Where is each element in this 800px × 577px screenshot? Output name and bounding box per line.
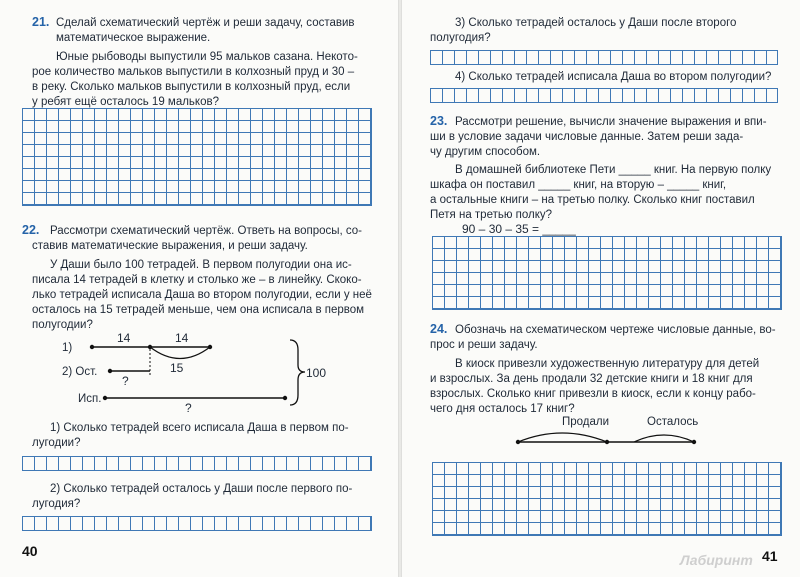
total-brace <box>290 340 305 405</box>
row2-start-dot <box>108 369 112 373</box>
question-4-answer-strip[interactable] <box>430 88 778 103</box>
task-22-schematic-diagram <box>0 0 398 430</box>
remaining-label: Осталось <box>647 416 699 428</box>
task-23-text-line-2: шкафа он поставил _____ книг, на вторую – _____ книг, <box>430 179 727 191</box>
task-24-text-line-3: взрослых. Сколько книг привезли в киоск, если к концу рабо- <box>430 388 756 400</box>
task-21-text-line-2: рое количество мальков выпустили в колхозный пруд и 30 – <box>32 66 355 78</box>
task-24-text-line-2: и взрослых. За день продали 32 детские книги и 18 книг для <box>430 373 753 385</box>
difference-arc <box>150 347 210 359</box>
row1-start-dot <box>90 345 94 349</box>
task-21-number: 21. <box>32 15 50 29</box>
difference-label: 15 <box>170 361 184 375</box>
question-3-line-1: 3) Сколько тетрадей осталось у Даши после второго <box>455 17 737 29</box>
task-24-instruction-line-1: Обозначь на схематическом чертеже числовые данные, во- <box>455 324 776 336</box>
task-22-text-line-5: полугодии? <box>32 319 93 331</box>
task-21-instruction-line-1: Сделай схематический чертёж и реши задачу, составив <box>56 17 355 29</box>
question-3-line-2: полугодия? <box>430 32 491 44</box>
task-21-instruction-line-2: математическое выражение. <box>56 32 211 44</box>
task-23-instruction-line-3: чу другим способом. <box>430 146 541 158</box>
remaining-arc <box>634 435 694 442</box>
task-24-number: 24. <box>430 322 448 336</box>
task-22-text-line-2: писала 14 тетрадей в клетку и столько же – в линейку. Скоко- <box>32 274 362 286</box>
task-24-text-line-4: чего дня осталось 17 книг? <box>430 403 575 415</box>
task-23-text-line-1: В домашней библиотеке Пети _____ книг. На первую полку <box>455 164 772 176</box>
question-1-answer-strip[interactable] <box>22 456 372 471</box>
task-22-text-line-1: У Даши было 100 тетрадей. В первом полугодии она ис- <box>50 259 352 271</box>
row3-label: Исп. <box>78 393 102 405</box>
watermark-logo: Лабиринт <box>680 552 753 568</box>
question-2-answer-strip[interactable] <box>22 516 372 531</box>
task-24-text-line-1: В киоск привезли художественную литературу для детей <box>455 358 760 370</box>
task-24-instruction-line-2: прос и реши задачу. <box>430 339 538 351</box>
right-page-number: 41 <box>762 548 778 564</box>
question-3-answer-strip[interactable] <box>430 50 778 65</box>
task-23-answer-grid[interactable] <box>432 236 782 310</box>
sold-label: Продали <box>562 416 610 428</box>
task-23-number: 23. <box>430 114 448 128</box>
row3-start-dot <box>103 396 107 400</box>
row3-end-dot <box>283 396 287 400</box>
question-2-line-1: 2) Сколько тетрадей осталось у Даши после первого по- <box>50 483 353 495</box>
question-2-line-2: лугодия? <box>32 498 81 510</box>
remaining-question-mark: ? <box>122 374 129 388</box>
start-dot <box>516 440 520 444</box>
end-dot <box>692 440 696 444</box>
mid-dot <box>605 440 609 444</box>
task-21-text-line-3: в реку. Сколько мальков выпустили в колхозный пруд, если <box>32 81 351 93</box>
task-22-text-line-3: лько тетрадей исписала Даша во втором полугодии, если у неё <box>32 289 372 301</box>
task-23-instruction-line-1: Рассмотри решение, вычисли значение выражения и впи- <box>455 116 767 128</box>
row2-label: 2) Ост. <box>62 366 98 378</box>
sold-arc <box>518 433 607 442</box>
segment-b-label: 14 <box>175 331 189 345</box>
task-23-expression: 90 – 30 – 35 = _____ <box>462 222 576 236</box>
question-1-line-1: 1) Сколько тетрадей всего исписала Даша в первом по- <box>50 422 349 434</box>
row1-label: 1) <box>62 342 73 354</box>
task-23-text-line-3: а остальные книги – на третью полку. Сколько книг поставил <box>430 194 755 206</box>
question-1-line-2: лугодии? <box>32 437 81 449</box>
task-22-number: 22. <box>22 223 40 237</box>
total-label: 100 <box>306 366 327 380</box>
question-4-text: 4) Сколько тетрадей исписала Даша во втором полугодии? <box>455 71 772 83</box>
task-24-answer-grid[interactable] <box>432 462 782 536</box>
task-21-text-line-4: у ребят ещё осталось 19 мальков? <box>32 96 219 108</box>
left-page-number: 40 <box>22 543 38 559</box>
task-21-text-line-1: Юные рыбоводы выпустили 95 мальков сазана. Некото- <box>56 51 358 63</box>
task-22-text-line-4: осталось на 15 тетрадей меньше, чем она исписала в первом <box>32 304 365 316</box>
task-22-instruction-line-2: ставив математические выражения, и реши задачу. <box>32 240 308 252</box>
task-23-text-line-4: Петя на третью полку? <box>430 209 553 221</box>
used-question-mark: ? <box>185 401 192 415</box>
segment-a-label: 14 <box>117 331 131 345</box>
task-24-schematic-diagram <box>402 410 800 460</box>
task-23-instruction-line-2: ши в условие задачи числовые данные. Затем реши зада- <box>430 131 744 143</box>
task-22-instruction-line-1: Рассмотри схематический чертёж. Ответь на вопросы, со- <box>50 225 363 237</box>
